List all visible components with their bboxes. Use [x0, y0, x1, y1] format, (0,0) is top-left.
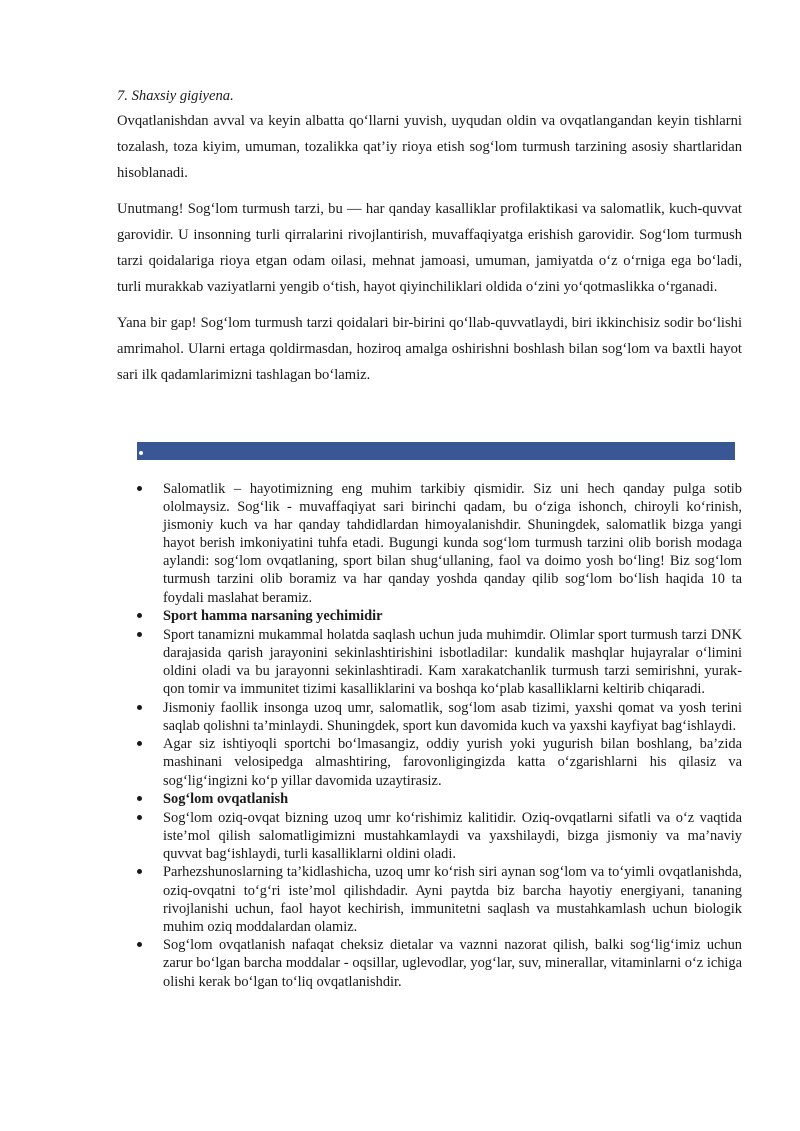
list-item-text: Salomatlik – hayotimizning eng muhim tarkibiy qismidir. Siz uni hech qanday pulga sotib ololmaysiz. Sog‘lik - muvaffaqiyat sari birinchi qadam, bu o‘ziga ishonch, chiroyli ko‘rinish, jismoniy kuch va har qanday tahdidlardan himoyalanishdir. Shuningdek, salomatlik bizga yangi hayot berish imkoniyatini tuhfa etadi. Bugungi kunda sog‘lom turmush tarzini olib borish modaga aylandi: sog‘lom ovqatlaning, sport bilan shug‘ullaning, faol va doimo yosh bo‘ling! Biz sog‘lom turmush tarzini olib boramiz va har qanday yoshda qanday qilib sog‘lom bo‘lish haqida 10 ta foydali maslahat beramiz.	[163, 481, 742, 606]
bullet-icon	[137, 486, 142, 491]
bullet-icon	[137, 741, 142, 746]
list-item	[137, 480, 742, 607]
paragraph-hygiene: Ovqatlanishdan avval va keyin albatta qo‘llarni yuvish, uyqudan oldin va ovqatlangandan keyin tishlarni tozalash, toza kiyim, umuman, tozalikka qat’iy rioya etish sog‘lom turmush tarzining asosiy shartlaridan hisoblanadi.	[117, 113, 742, 181]
list-item	[137, 863, 742, 935]
list-item-text: Sport hamma narsaning yechimidir	[163, 608, 383, 625]
list-item	[137, 936, 742, 990]
list-item-text: Sog‘lom ovqatlanish nafaqat cheksiz dietalar va vaznni nazorat qilish, balki sog‘lig‘imiz uchun zarur bo‘lgan barcha moddalar - oqsillar, uglevodlar, yog‘lar, suv, minerallar, vitaminlarni o‘z ichiga olishi kerak bo‘lgan to‘liq ovqatlanishdir.	[163, 937, 742, 990]
bullet-list	[137, 480, 742, 991]
list-subheading	[137, 607, 742, 625]
bullet-icon	[137, 796, 142, 801]
list-item	[137, 626, 742, 698]
list-item-text: Agar siz ishtiyoqli sportchi bo‘lmasangiz, oddiy yurish yoki yugurish bilan boshlang, ba’zida mashinani velosipedga almashtiring, farovonligingizda katta o‘zgarishlarni his qilasiz va sog‘lig‘ingizni ko‘p yillar davomida uzaytirasiz.	[163, 736, 742, 789]
list-item-text: Sport tanamizni mukammal holatda saqlash uchun juda muhimdir. Olimlar sport turmush tarzi DNK darajasida qarish jarayonini sekinlashtirishini isbotladilar: kundalik mashqlar hujayralar o‘limini oldini oladi va bu jarayonni sekinlashtiradi. Kam xarakatchanlik turmush tarzi semirishni, yurak-qon tomir va immunitet tizimi kasalliklarini va boshqa ko‘plab kasalliklarni keltirib chiqaradi.	[163, 626, 742, 698]
list-item	[137, 809, 742, 863]
list-item-text: Parhezshunoslarning ta’kidlashicha, uzoq umr ko‘rish siri aynan sog‘lom va to‘yimli ovqatlanishda, oziq-ovqatni to‘g‘ri iste’mol qilishdadir. Ayni paytda biz barcha hayotiy energiyani, tananing rivojlanishi uchun, faol hayot kechirish, immunitetni saqlash va mustahkamlash uchun biologik muhim oziq moddalardan olamiz.	[163, 864, 742, 935]
bullet-icon	[137, 869, 142, 874]
list-subheading	[137, 790, 742, 808]
bullet-icon	[137, 942, 142, 947]
list-item	[137, 699, 742, 735]
banner-bullet	[139, 451, 143, 455]
list-item	[137, 735, 742, 789]
section-heading: 7. Shaxsiy gigiyena.	[117, 88, 234, 104]
list-item-text: Sog‘lom oziq-ovqat bizning uzoq umr ko‘rishimiz kalitidir. Oziq-ovqatlarni sifatli va o‘z vaqtida iste’mol qilish salomatligimizni mustahkamlaydi va yaxshilaydi, bizga jismoniy va ma’naviy quvvat bag‘ishlaydi, turli kasalliklarni oldini oladi.	[163, 809, 742, 862]
paragraph-another-word: Yana bir gap! Sog‘lom turmush tarzi qoidalari bir-birini qo‘llab-quvvatlaydi, biri ikkinchisiz sodir bo‘lishi amrimahol. Ularni ertaga qoldirmasdan, hoziroq amalga oshirishni boshlash bilan sog‘lom va baxtli hayot sari ilk qadamlarimizni tashlagan bo‘lamiz.	[117, 315, 742, 383]
list-item-text: Sog‘lom ovqatlanish	[163, 791, 289, 808]
bullet-icon	[137, 613, 142, 618]
bullet-icon	[137, 815, 142, 820]
section-banner	[137, 442, 735, 460]
bullet-icon	[137, 632, 142, 637]
paragraph-reminder: Unutmang! Sog‘lom turmush tarzi, bu — har qanday kasalliklar profilaktikasi va salomatlik, kuch-quvvat garovidir. U insonning turli qirralarini rivojlantirish, muvaffaqiyatga erishish garovidir. Sog‘lom turmush tarzi qoidalariga rioya etgan odam oilasi, mehnat jamoasi, umuman, jamiyatda o‘z o‘rniga ega bo‘ladi, turli murakkab vaziyatlarni yengib o‘tish, hayot qiyinchiliklari oldida o‘zini yo‘qotmaslikka o‘rganadi.	[117, 201, 742, 295]
intro-section	[117, 84, 742, 388]
list-item-text: Jismoniy faollik insonga uzoq umr, salomatlik, sog‘lom asab tizimi, yaxshi qomat va yosh terini saqlab qolishni ta’minlaydi. Shuningdek, sport kun davomida kuch va yaxshi kayfiyat bag‘ishlaydi.	[163, 699, 742, 734]
bullet-icon	[137, 705, 142, 710]
